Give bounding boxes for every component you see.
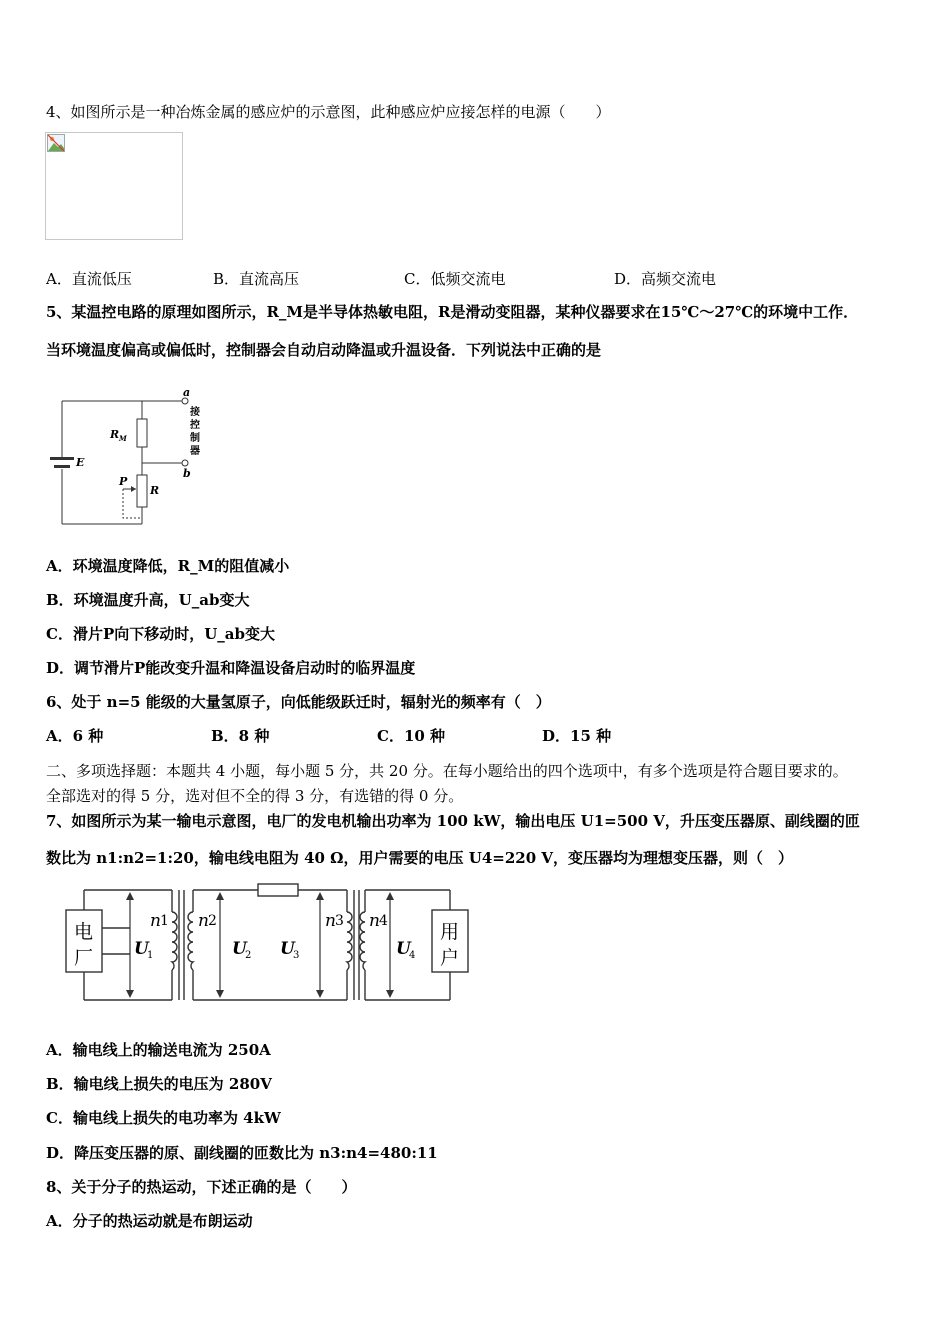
q4-option-d[interactable]: D．高频交流电 bbox=[614, 270, 717, 288]
q7-user-char-1: 用 bbox=[440, 921, 460, 943]
q7-transmission-diagram bbox=[60, 880, 480, 1010]
q7-label-n2: n bbox=[198, 911, 209, 931]
q5-stem-line2: 当环境温度偏高或偏低时，控制器会自动启动降温或升温设备．下列说法中正确的是 bbox=[46, 341, 602, 359]
q5-circuit-diagram bbox=[44, 385, 214, 530]
q4-stem: 4、如图所示是一种冶炼金属的感应炉的示意图，此种感应炉应接怎样的电源（ ） bbox=[46, 103, 611, 121]
section2-line1: 二、多项选择题：本题共 4 小题，每小题 5 分，共 20 分。在每小题给出的四个选项中，有多个选项是符合题目要求的。 bbox=[46, 762, 848, 780]
q5-stem-line1: 5、某温控电路的原理如图所示，R_M是半导体热敏电阻，R是滑动变阻器，某种仪器要求在15℃～27℃的环境中工作． bbox=[46, 303, 859, 321]
q8-stem: 8、关于分子的热运动，下述正确的是（ ） bbox=[46, 1178, 357, 1196]
q8-option-a[interactable]: A．分子的热运动就是布朗运动 bbox=[46, 1212, 253, 1230]
q6-stem: 6、处于 n=5 能级的大量氢原子，向低能级跃迁时，辐射光的频率有（ ） bbox=[46, 693, 551, 711]
q7-sub-n4: 4 bbox=[379, 913, 388, 929]
q7-sub-U4: 4 bbox=[409, 950, 416, 961]
q5-label-P: P bbox=[119, 475, 128, 488]
q5-option-a[interactable]: A．环境温度降低，R_M的阻值减小 bbox=[46, 557, 290, 575]
q5-label-a: a bbox=[183, 386, 191, 399]
q7-user-char-2: 户 bbox=[440, 947, 460, 969]
q5-controller-char-4: 器 bbox=[190, 446, 200, 457]
q7-label-U3: U bbox=[280, 939, 295, 959]
q4-option-b[interactable]: B．直流高压 bbox=[213, 270, 300, 288]
q5-controller-char-2: 控 bbox=[190, 420, 200, 431]
q7-sub-n2: 2 bbox=[208, 913, 217, 929]
q6-option-a[interactable]: A．6 种 bbox=[46, 727, 104, 745]
q7-sub-n3: 3 bbox=[335, 913, 344, 929]
q7-label-n3: n bbox=[325, 911, 336, 931]
q5-label-E: E bbox=[76, 456, 85, 469]
q7-option-a[interactable]: A．输电线上的输送电流为 250A bbox=[46, 1041, 271, 1059]
q7-plant-char-1: 电 bbox=[74, 921, 94, 943]
q7-sub-U1: 1 bbox=[147, 950, 154, 961]
q7-plant-char-2: 厂 bbox=[74, 947, 94, 969]
q7-label-n1: n bbox=[150, 911, 161, 931]
q7-label-U1: U bbox=[134, 939, 149, 959]
q5-label-RM-sub: M bbox=[119, 434, 127, 443]
q5-controller-char-1: 接 bbox=[190, 407, 200, 418]
q4-option-c[interactable]: C．低频交流电 bbox=[404, 270, 506, 288]
q7-label-U2: U bbox=[232, 939, 247, 959]
q7-option-d[interactable]: D．降压变压器的原、副线圈的匝数比为 n3:n4=480:11 bbox=[46, 1144, 438, 1162]
q7-label-U4: U bbox=[396, 939, 411, 959]
q7-stem-line2: 数比为 n1:n2=1:20，输电线电阻为 40 Ω，用户需要的电压 U4=220 V，变压器均为理想变压器，则（ ） bbox=[46, 849, 794, 867]
q7-sub-n1: 1 bbox=[160, 913, 169, 929]
q6-option-c[interactable]: C．10 种 bbox=[377, 727, 446, 745]
q5-label-b: b bbox=[183, 467, 191, 480]
q4-figure-placeholder bbox=[45, 132, 183, 240]
q5-option-b[interactable]: B．环境温度升高，U_ab变大 bbox=[46, 591, 250, 609]
q5-label-R: R bbox=[150, 484, 160, 497]
q6-option-b[interactable]: B．8 种 bbox=[211, 727, 270, 745]
q7-sub-U3: 3 bbox=[293, 950, 300, 961]
broken-image-icon bbox=[47, 134, 65, 152]
q4-option-a[interactable]: A．直流低压 bbox=[46, 270, 132, 288]
q5-controller-char-3: 制 bbox=[190, 433, 200, 444]
q5-option-c[interactable]: C．滑片P向下移动时，U_ab变大 bbox=[46, 625, 276, 643]
q7-stem-line1: 7、如图所示为某一输电示意图，电厂的发电机输出功率为 100 kW，输出电压 U1=500 V，升压变压器原、副线圈的匝 bbox=[46, 812, 860, 830]
q7-option-b[interactable]: B．输电线上损失的电压为 280V bbox=[46, 1075, 272, 1093]
q7-option-c[interactable]: C．输电线上损失的电功率为 4kW bbox=[46, 1109, 281, 1127]
section2-line2: 全部选对的得 5 分，选对但不全的得 3 分，有选错的得 0 分。 bbox=[46, 787, 464, 805]
q5-option-d[interactable]: D．调节滑片P能改变升温和降温设备启动时的临界温度 bbox=[46, 659, 416, 677]
q6-option-d[interactable]: D．15 种 bbox=[542, 727, 612, 745]
q7-label-n4: n bbox=[369, 911, 380, 931]
q7-sub-U2: 2 bbox=[245, 950, 252, 961]
q5-label-RM: R bbox=[110, 428, 120, 441]
